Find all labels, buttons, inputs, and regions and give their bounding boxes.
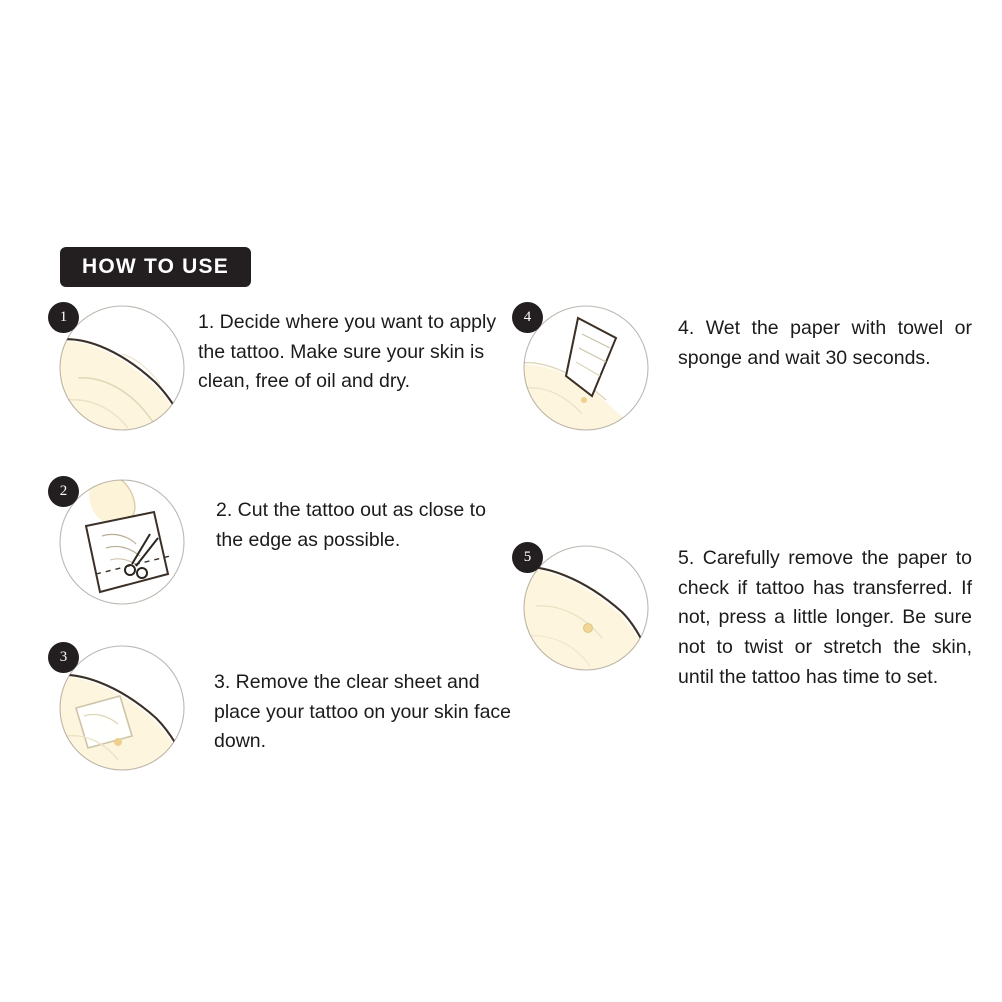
step-number-badge: 4 bbox=[512, 302, 543, 333]
step-description: 5. Carefully remove the paper to check if tattoo has transferred. If not, press a little longer. Be sure not to twist or stretch the skin, until the tattoo has time to set. bbox=[678, 547, 972, 688]
step-item bbox=[48, 640, 518, 780]
step-item bbox=[512, 300, 972, 440]
step-description: 1. Decide where you want to apply the tattoo. Make sure your skin is clean, free of oil and dry. bbox=[198, 311, 497, 393]
step-thumbnail-wrap bbox=[48, 640, 188, 780]
step-thumbnail-wrap bbox=[512, 300, 652, 440]
page-title: HOW TO USE bbox=[60, 247, 251, 287]
step-description: 2. Cut the tattoo out as close to the edge as possible. bbox=[216, 499, 486, 551]
step-item bbox=[512, 540, 972, 692]
step-number-badge: 3 bbox=[48, 642, 79, 673]
steps-column-right bbox=[512, 300, 972, 692]
step-number-badge: 5 bbox=[512, 542, 543, 573]
step-item bbox=[48, 300, 518, 440]
step-description: 3. Remove the clear sheet and place your tattoo on your skin face down. bbox=[214, 671, 512, 753]
step-description: 4. Wet the paper with towel or sponge and wait 30 seconds. bbox=[678, 317, 972, 369]
step-thumbnail-wrap bbox=[48, 300, 188, 440]
step-number-badge: 1 bbox=[48, 302, 79, 333]
step-number-badge: 2 bbox=[48, 476, 79, 507]
step-thumbnail-wrap bbox=[512, 540, 652, 680]
steps-column-left bbox=[48, 300, 518, 780]
step-item bbox=[48, 474, 518, 614]
step-thumbnail-wrap bbox=[48, 474, 188, 614]
